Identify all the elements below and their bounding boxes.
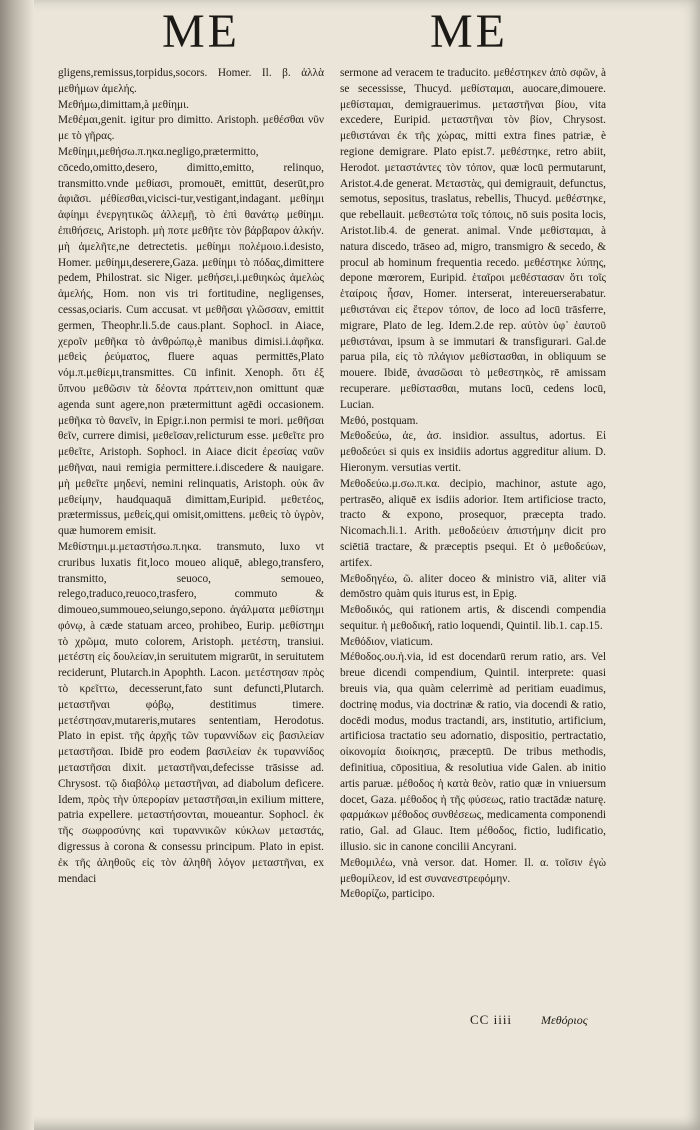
dictionary-entry: Μεθίστημι.μ.μεταστήσω.π.ηκα. transmuto, luxo vt cruribus luxatis fit,loco moueo aliquē, ablego,transfero, transmitto, seuoco, semoueo, relego,traduco,reuoco,trasfero, commuto & dimoueo,summoueo,seiungo,sepono. ἀγάλματα μεθίστημι φόνῳ, à cæde statuam arceo, prohibeo, Eurip. μεθίστημι τὸ χρῶμα, muto colorem, Aristoph. μετέστη, transiui. μετέστη εἰς δουλείαν,in seruitutem migrarūt, in seruitutem reciderunt, Plutarch.in Apophth. Lacon. μετέστησαν πρὸς τὸ κρεῖττω, decesserunt,fato sunt defuncti,Plutarch. μεταστῆναι φόβῳ, destitimus timere. μετέστησαν,mutareris,mutares sententiam, Herodotus. Plato in epist. τῆς ἀρχῆς τῶν τυραννίδων εἰς βασιλείαν μεταστῆσαι. Ibidē pro eodem βασιλείαν ἐκ τυραννίδος μεταστῆσαι dixit. μεταστῆναι,defecisse trāsisse ad. Chrysost. τῷ διαβόλῳ μεταστῆναι, ad diabolum deficere. Idem, πρὸς τὴν ὑπερορίαν μεταστῆσαι,in exilium mittere, patria expellere. μεταστήσονται, moueantur. Sophocl. ἐκ τῆς σωφροσύνης καὶ τυραννικῶν κύκλων μεταστάς, digressus à corona & consessu principum. Plato in epist. ἐκ τῆς ἀληθοῦς εἰς τὸν ἀληθῆ λόγον μεταστῆναι, ex mendaci xyxy=(58,540,324,885)
dictionary-entry: Μεθοδεύω.μ.σω.π.κα. decipio, machinor, astute ago, pertrasēo, aliquē ex isdiis adorior. Item artificiose tracto, tracto & expono, prosequor, præcepta trado. Nicomach.li.1. Arith. μεθοδεύειν ἀπιστήμην dicit pro sciētiā tractare, & præceptis psequi. Et ὁ μεθοδεύων, artifex. xyxy=(340,477,606,569)
dictionary-entry: Μεθοδικός, qui rationem artis, & discendi compendia sequitur. ἡ μεθοδική, ratio loquendi, Quintil. lib.1. cap.15. xyxy=(340,604,606,632)
dictionary-entry: Μεθοδηγέω, ῶ. aliter doceo & ministro viā, aliter viā demōstro quàm quis iturus est, in Epig. xyxy=(340,572,606,601)
right-column xyxy=(340,66,606,903)
dictionary-entry: Μεθόδιον, viaticum. xyxy=(340,635,433,648)
left-column xyxy=(58,66,324,887)
running-head-left: ME xyxy=(162,5,240,58)
dictionary-entry: sermone ad veracem te traducito. μεθέστηκεν ἀπὸ σφῶν, à se secessisse, Thucyd. μεθίσταμαι, auocare,dimouere. μεθίσταμαι, demigrauerimus. μεταστῆναι βίου, vita excedere, Euripid. μεταστῆναι τὸν βίον, Chrysost. μεθιστάναι ἐκ τῆς χώρας, mitti extra fines patriæ, è regione demigrare. Plato epist.7. μεθέστηκε, retro abiit, Herodot. μεταστάντες τὸν τόπον, quæ locū permutarunt, Aristot.4.de generat. Μεταστὰς, qui demigrauit, defunctus, semotus, sepositus, traslatus, rebellis, Thucyd. μεθέστηκε, que rebellauit. μεθεστώτα τοῖς τόποις, nō suis posita locis, Aristot.lib.4. de generat. animal. Vnde μεθίσταμαι, à natura discedo, trāseo ad, migro, transmigro & secedo, & procul ab hominum frequentia recedo. μεθέστηκε λύπης, depone mœrorem, Euripid. ἑταῖροι μεθέστασαν ὅτι τοῖς ἑταίροις ἦσαν, Homer. interserat, intereuerserabatur. μεθιστάναι εἰς ἕτερον τόπον, de loco ad locū trāsferre, migrare, Plato de leg. Idem.2.de rep. αὐτὸν ὑφ᾽ ἑαυτοῦ μεθιστάναι, ipsum à se immutari & transfigurari. Gal.de parua pila, εἰς τὸ πλάγιον μεθίστασθαι, in obliquum se mouere. Ibidē, ἀνασῶσαι τὸ μεθεστηκὸς, rē amissam recuperare. μεθίστασθαι, mutans locū, cedens locū, Lucian. xyxy=(340,67,606,411)
dictionary-entry: Μεθομιλέω, vnà versor. dat. Homer. Il. α. τοῖσιν ἐγὼ μεθομίλεον, id est συνανεστρεφόμην. xyxy=(340,856,606,885)
running-head-right: ME xyxy=(430,5,508,58)
dictionary-entry: Μεθέμαι,genit. igitur pro dimitto. Aristoph. μεθέσθαι νῦν με τὸ γῆρας. xyxy=(58,114,324,143)
dictionary-entry: Μεθό, postquam. xyxy=(340,414,419,427)
dictionary-entry: Μεθορίζω, participo. xyxy=(340,888,435,901)
page-gutter-shadow xyxy=(0,0,34,1130)
dictionary-entry: Μεθήμω,dimittam,à μεθίημι. xyxy=(58,98,189,111)
page-footer xyxy=(470,1012,690,1028)
dictionary-entry: Μεθοδεύω, ἀε, ἀσ. insidior. assultus, adortus. Εἰ μεθοδεύει si quis ex insidiis adortus aggreditur alium. D. Hieronym. versutias vertit. xyxy=(340,430,606,474)
dictionary-entry: Μέθοδος.ου.ἡ.via, id est docendarū rerum ratio, ars. Vel breue dicendi compendium, Quintil. interprete: quasi breuis via, qua quàm celerrimè ad peritiam euadimus, doctrinę modus, via doctrinæ & ratio, via docendi & ratio, docēdi modus, modus tractandi, ars, institutio, artificium, artificiosa tractatio seu adornatio, dispositio, pertractatio, οἰκονομία διοίκησις, præceptū. De tribus methodis, definitiua, cōpositiua, & resolutiua vide Galen. ab initio artis paruæ. μέθοδος ἡ κατὰ θεὸν, ratio quæ in vniuersum docet, Gaza. μέθοδος ἡ τῆς φύσεως, ratio tractādæ naturę. φαρμάκων μέθοδος συνθέσεως, medicamenta componendi ratio, Gal. ad Glauc. Item μέθοδος, fictio, ludificatio, illusio. sic in canone concilii Ancyrani. xyxy=(340,651,606,854)
dictionary-entry: Μεθίημι,μεθήσω.π.ηκα.negligo,prætermitto, cōcedo,omitto,desero, dimitto,emitto, relinquo, transmitto.vnde μεθίασι, promouēt, emittūt, deserūt,pro ἀφιᾶσι. μέθίεσθαι,vicisci-tur,vestigant,indagant. μεθίημι ἀφίημι ἐνεργητικῶς ἀλλεμῇ, τὸ ἐπὶ θανάτῳ μεθίημι. ἐπιθήσεις, Aristoph. μὴ ποτε μεθῆτε τὸν βάρβαρον ἀλκήν. μὴ ἀμελῆτε,ne detrectetis. μεθίημι πολέμοιο.i.desisto, Homer. μεθίημι,deserere,Gaza. μεθίημι τὸ πόδας,dimittere pedem, Philostrat. sic Niger. μεθήσει,i.μεθιηκὼς ἀμελὼς ἀμελής, Hom. non vis tri fortitudine, negligenses, cessas,ociaris. Cum accusat. vt μεθῆσαι γλῶσσαν, emittit germen, Theophr.li.5.de caus.plant. Sophocl. in Aiace, χεροῖν μεθῆκα τὸ ἀνθρώπῳ,è manibus dimisi.i.ἀφῆκα. μεθεὶς ῥεύματος, fluere aquas permittēs,Plato νόμ.π.μεθίεμι,transmittes. Cū infinit. Xenoph. ὅτι ἐξ ὕπνου μεθῶσιν τὰ δέοντα πράττειν,non omittunt quæ agenda sunt agere,non prætermittunt agēdi occasionem. μεθῆκα τὸ θανεῖν, in Epigr.i.non permisi te mori. μεθῆσαι θεῖν, currere dimisi, μεθεῖσαν,relicturum esse. μεθεῖτε pro μεθεῖτε, Aristoph. Sophocl. in Aiace dicit ἐρεσίας ναῦν μεθῆναι, naui remigia permittere.i.discedere & nauigare. μὴ μεθεῖτε μηδενί, nemini relinquatis, Aristoph. οὐκ ἂν μεθείμην, haudquaquā dimittam,Euripid. μεθετέος, prætermissus, μεθείς,qui omisit,omittens. μεθεὶς τὸ ὑγρὸν, quæ humorem emisit. xyxy=(58,145,324,538)
catchword: Μεθόριος xyxy=(541,1013,588,1027)
dictionary-entry: gligens,remissus,torpidus,socors. Homer. Il. β. ἀλλὰ μεθήμων ἀμελής. xyxy=(58,67,324,95)
signature-mark: CC iiii xyxy=(470,1012,513,1027)
